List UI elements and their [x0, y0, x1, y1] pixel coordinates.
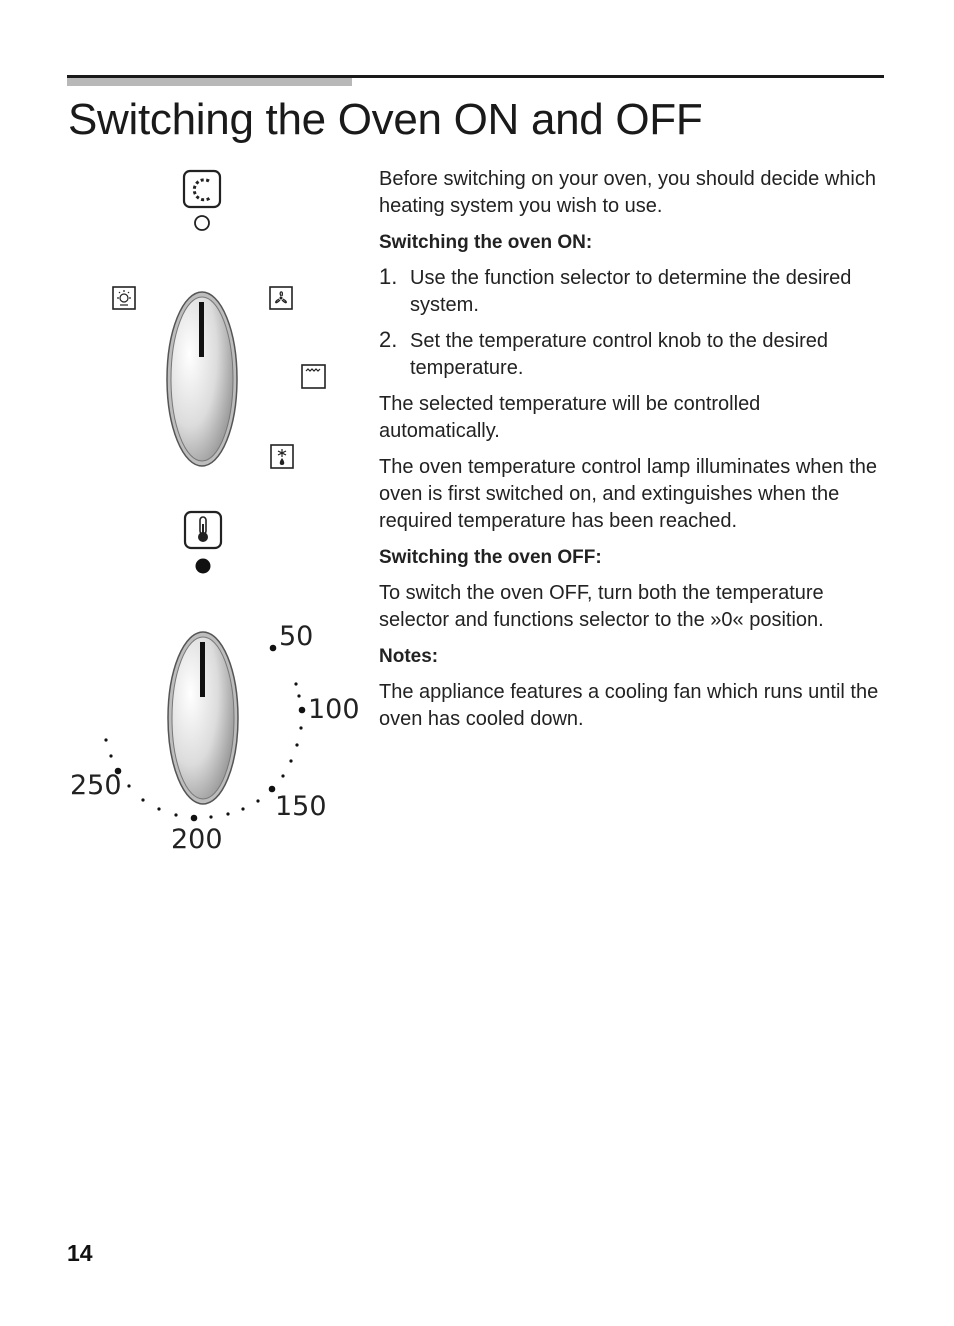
fan-cycle-icon	[184, 171, 220, 207]
temp-label-200: 200	[171, 824, 223, 855]
switch-off-heading: Switching the oven OFF:	[379, 547, 602, 568]
switch-on-heading: Switching the oven ON:	[379, 232, 593, 253]
temp-label-100: 100	[308, 694, 360, 725]
defrost-icon	[271, 445, 293, 468]
step-item	[379, 328, 884, 382]
notes-heading: Notes:	[379, 646, 439, 667]
step-text: Set the temperature control knob to the desired temperature.	[410, 330, 829, 379]
controlled-paragraph: The selected temperature will be controlled automatically.	[379, 393, 761, 442]
page-title: Switching the Oven ON and OFF	[68, 95, 703, 144]
indicator-lamp-on-icon	[196, 559, 211, 574]
step-text: Use the function selector to determine the desired system.	[410, 267, 852, 316]
temp-label-150: 150	[275, 791, 327, 822]
temp-label-50: 50	[279, 621, 314, 652]
temperature-control-knob[interactable]	[168, 632, 238, 804]
temp-label-250: 250	[70, 770, 122, 801]
fan-icon	[270, 287, 292, 309]
intro-paragraph: Before switching on your oven, you should decide which heating system you wish to use.	[379, 168, 876, 217]
page-number: 14	[67, 1240, 93, 1266]
header-rule-accent	[67, 78, 352, 86]
step-number: 1.	[379, 264, 398, 289]
step-item	[379, 265, 884, 319]
notes-paragraph: The appliance features a cooling fan which runs until the oven has cooled down.	[379, 681, 879, 730]
oven-light-icon	[113, 287, 135, 309]
indicator-lamp-off-icon	[195, 216, 209, 230]
lamp-paragraph: The oven temperature control lamp illuminates when the oven is first switched on, and extinguishes when the required temperature has been reached.	[379, 456, 878, 532]
top-heat-icon	[302, 365, 325, 388]
step-number: 2.	[379, 327, 398, 352]
instructions-column	[379, 166, 884, 742]
oven-controls-diagram	[60, 160, 360, 860]
switch-off-paragraph: To switch the oven OFF, turn both the temperature selector and functions selector to the »0« position.	[379, 582, 824, 631]
function-selector-knob[interactable]	[167, 292, 237, 466]
header-rule	[67, 75, 884, 78]
thermometer-icon	[185, 512, 221, 548]
